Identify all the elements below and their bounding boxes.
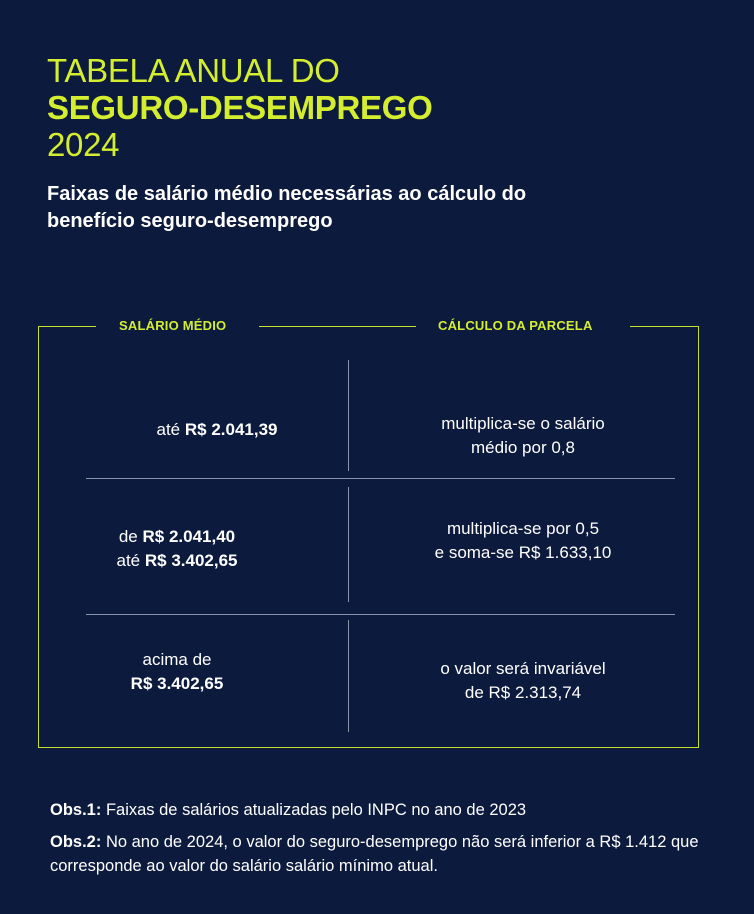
frame-top-segment xyxy=(630,326,699,327)
salario-value: R$ 3.402,65 xyxy=(144,551,238,570)
title-line-2: SEGURO-DESEMPREGO xyxy=(47,89,433,126)
salario-value: R$ 3.402,65 xyxy=(130,674,224,693)
salario-prefix: até xyxy=(156,420,181,439)
table-row-1-calculo xyxy=(392,412,654,460)
subtitle: Faixas de salário médio necessárias ao cálculo do benefício seguro-desemprego xyxy=(47,183,527,232)
calculo-line: multiplica-se o salário xyxy=(441,414,605,433)
calculo-line: o valor será invariável xyxy=(440,659,606,678)
salario-prefix: até xyxy=(116,551,141,570)
calculo-line: multiplica-se por 0,5 xyxy=(446,519,600,538)
salario-prefix: acima de xyxy=(142,650,212,669)
salario-value: R$ 2.041,40 xyxy=(142,527,236,546)
note-text: Faixas de salários atualizadas pelo INPC no ano de 2023 xyxy=(105,801,527,819)
note-label: Obs.2: xyxy=(50,833,102,851)
table-row-3-calculo xyxy=(392,657,654,705)
title-line-1: TABELA ANUAL DO xyxy=(47,52,340,89)
page-title xyxy=(47,52,432,164)
frame-top-segment xyxy=(259,326,416,327)
calculo-line: e soma-se R$ 1.633,10 xyxy=(434,543,612,562)
column-header-calculo: CÁLCULO DA PARCELA xyxy=(438,318,593,333)
column-divider xyxy=(348,360,349,471)
column-header-salario: SALÁRIO MÉDIO xyxy=(119,318,227,333)
frame-top-segment xyxy=(38,326,96,327)
table-row-2-salario xyxy=(46,525,308,573)
notes xyxy=(50,798,710,886)
row-divider xyxy=(86,478,675,479)
note-text: No ano de 2024, o valor do seguro-desemprego não será inferior a R$ 1.412 que corresponde ao valor do salário salário mínimo atual. xyxy=(50,833,699,875)
note-label: Obs.1: xyxy=(50,801,102,819)
column-divider xyxy=(348,487,349,602)
note-1 xyxy=(50,798,710,822)
column-divider xyxy=(348,620,349,732)
calculo-line: médio por 0,8 xyxy=(471,438,575,457)
title-line-year: 2024 xyxy=(47,126,120,163)
calculo-line: de R$ 2.313,74 xyxy=(464,683,582,702)
table-row-3-salario xyxy=(46,648,308,696)
row-divider xyxy=(86,614,675,615)
table-row-1-salario xyxy=(86,418,348,442)
note-2 xyxy=(50,830,710,878)
salario-value: R$ 2.041,39 xyxy=(184,420,278,439)
salario-prefix: de xyxy=(118,527,138,546)
table-row-2-calculo xyxy=(392,517,654,565)
